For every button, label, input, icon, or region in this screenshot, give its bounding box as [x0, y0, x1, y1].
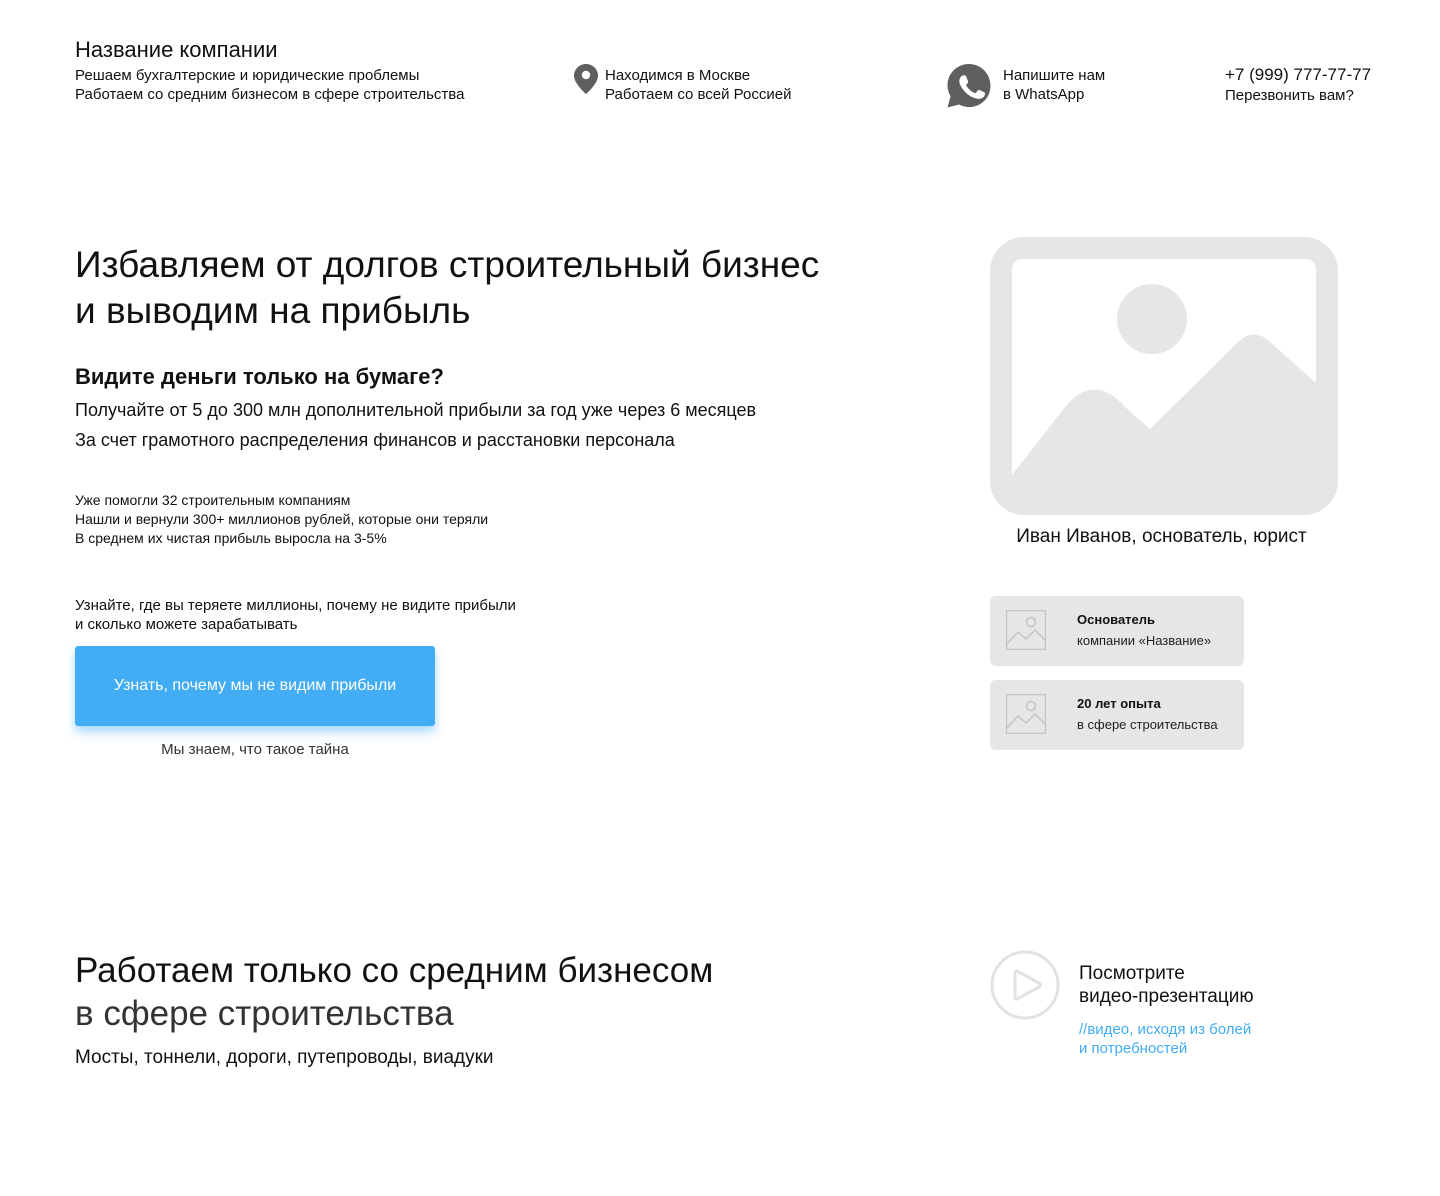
badge-description: компании «Название» [1077, 633, 1212, 648]
cta-lead [75, 596, 516, 634]
play-icon[interactable] [990, 950, 1060, 1020]
video-note-line-1: //видео, исходя из болей [1079, 1021, 1252, 1038]
stat-item: Уже помогли 32 строительным компаниям [75, 492, 351, 508]
badge-description: в сфере строительства [1077, 717, 1218, 732]
hero-title-line-1: Избавляем от долгов строительный бизнес [75, 244, 820, 285]
hero-subtitle: Видите деньги только на бумаге? [75, 364, 444, 389]
section-title-secondary: в сфере строительства [75, 994, 454, 1033]
video-title-line-1: Посмотрите [1079, 963, 1185, 984]
phone-number[interactable]: +7 (999) 777-77-77 [1225, 65, 1372, 84]
stat-item: В среднем их чистая прибыль выросла на 3-5% [75, 530, 387, 546]
map-pin-icon [574, 64, 598, 94]
section-title: Работаем только со средним бизнесом [75, 951, 714, 990]
location-info [605, 66, 791, 104]
cta-lead-line-2: и сколько можете зарабатывать [75, 616, 298, 633]
cta-note: Мы знаем, что такое тайна [161, 741, 349, 758]
founder-caption: Иван Иванов, основатель, юрист [1016, 526, 1307, 547]
location-line-1: Находимся в Москве [605, 67, 751, 84]
section-subtitle: Мосты, тоннели, дороги, путепроводы, виадуки [75, 1047, 494, 1068]
badge-title: 20 лет опыта [1077, 696, 1161, 711]
video-note [1079, 1020, 1251, 1058]
hero-title-line-2: и выводим на прибыль [75, 290, 471, 331]
company-name: Название компании [75, 37, 278, 62]
hero-text-1: Получайте от 5 до 300 млн дополнительной прибыли за год уже через 6 месяцев [75, 400, 757, 420]
badge-title: Основатель [1077, 612, 1156, 627]
video-title[interactable] [1079, 962, 1254, 1008]
tagline-line-2: Работаем со средним бизнесом в сфере строительства [75, 86, 465, 103]
hero-text-2: За счет грамотного распределения финансов и расстановки персонала [75, 430, 675, 450]
cta-button[interactable]: Узнать, почему мы не видим прибыли [75, 646, 435, 726]
hero-title [75, 242, 895, 334]
founder-photo-placeholder-icon [990, 237, 1338, 515]
cta-lead-line-1: Узнайте, где вы теряете миллионы, почему не видите прибыли [75, 597, 516, 614]
image-placeholder-icon [1006, 694, 1046, 734]
company-tagline [75, 66, 464, 104]
callback-link[interactable]: Перезвонить вам? [1225, 87, 1354, 104]
tagline-line-1: Решаем бухгалтерские и юридические проблемы [75, 67, 420, 84]
founder-badge [990, 596, 1244, 666]
video-title-line-2: видео-презентацию [1079, 986, 1254, 1007]
location-line-2: Работаем со всей Россией [605, 86, 792, 103]
image-placeholder-icon [1006, 610, 1046, 650]
video-note-line-2: и потребностей [1079, 1040, 1188, 1057]
whatsapp-line-1: Напишите нам [1003, 67, 1106, 84]
whatsapp-icon[interactable] [946, 63, 992, 109]
stat-item: Нашли и вернули 300+ миллионов рублей, которые они теряли [75, 511, 489, 527]
whatsapp-line-2: в WhatsApp [1003, 86, 1085, 103]
whatsapp-info[interactable] [1003, 66, 1105, 104]
stats-list [75, 491, 488, 548]
experience-badge [990, 680, 1244, 750]
